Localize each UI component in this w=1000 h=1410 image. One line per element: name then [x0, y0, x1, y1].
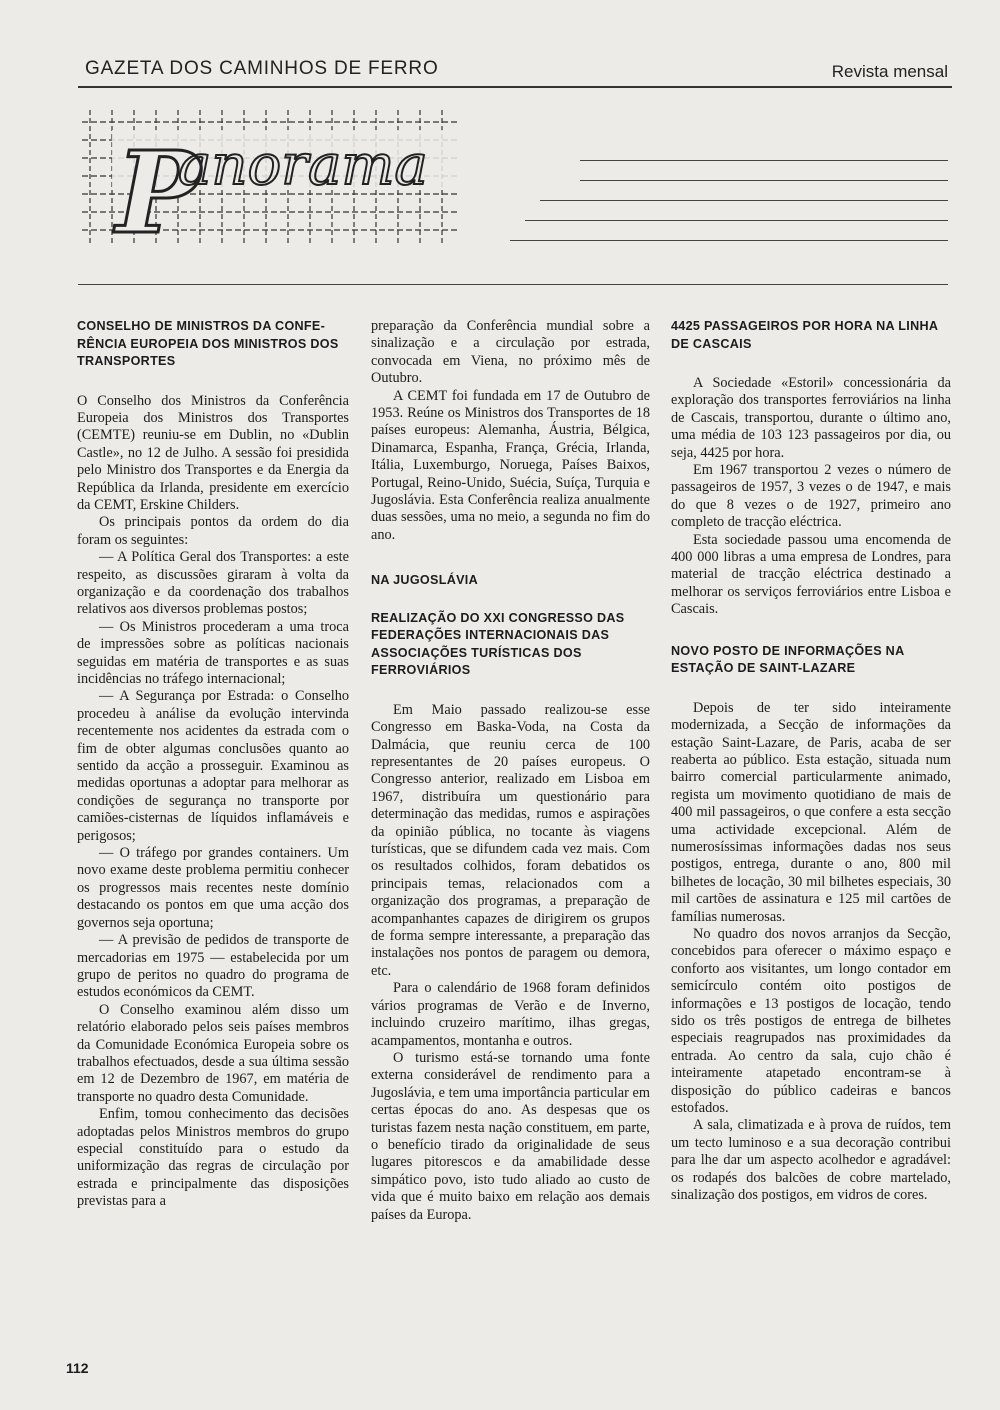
article-paragraph: — A Segurança por Estrada: o Conselho procedeu à análise da evolução intervinda recentemente nos acidentes da estrada com o fim de obter algumas conclusões quanto ao sentido da acção a prosseguir. Examinou as medidas oportunas a adoptar para melhorar as condições de segurança no transporte por camiões-cisternas de líquidos inflamáveis e perigosos;: [77, 688, 349, 844]
article-paragraph: Em Maio passado realizou-se esse Congresso em Baska-Voda, na Costa da Dalmácia, que reuniu cerca de 100 representantes de 20 países europeus. O Congresso anterior, realizado em Lisboa em 1967, distribuíra um questionário para determinação das medidas, rumos e aspirações da opinião pública, no tocante às viagens turísticas, que se difundem cada vez mais. Com os resultados colhidos, foram debatidos os principais temas, relacionados com a organização dos programas, a preparação de acompanhantes capazes de dirigirem os grupos de forma sempre interessante, a preparação das instalações nos pontos de paragem ou demora, etc.: [371, 701, 650, 979]
column-1: [77, 318, 349, 1211]
article-paragraph: — Os Ministros procederam a uma troca de impressões sobre as políticas nacionais seguidas em matéria de transportes e as suas incidências no tráfego internacional;: [77, 618, 349, 687]
article-paragraph: Enfim, tomou conhecimento das decisões adoptadas pelos Ministros membros do grupo especial constituído para o estudo da uniformização das regras de circulação por estrada e principalmente das disposições previstas para a: [77, 1106, 349, 1210]
section-divider: [78, 284, 948, 285]
decorative-lines: [510, 160, 948, 260]
article-paragraph: — A previsão de pedidos de transporte de mercadorias em 1975 — estabelecida por um grupo de peritos no quadro do programa de estudos económicos da CEMT.: [77, 932, 349, 1001]
article-paragraph: A CEMT foi fundada em 17 de Outubro de 1953. Reúne os Ministros dos Transportes de 18 países europeus: Alemanha, Áustria, Bélgica, Dinamarca, Espanha, França, Grécia, Irlanda, Itália, Luxemburgo, Noruega, Países Baixos, Portugal, Reino-Unido, Suécia, Suíça, Turquia e Jugoslávia. Esta Conferência realiza anualmente duas sessões, uma no meio, a segunda no fim do ano.: [371, 387, 650, 543]
article-paragraph: A Sociedade «Estoril» concessionária da exploração dos transportes ferroviários na linha de Cascais, transportou, durante o último ano, uma média de 103 123 passageiros por dia, ou seja, 4425 por hora.: [671, 375, 951, 461]
article-heading: REALIZAÇÃO DO XXI CONGRESSO DAS FEDERAÇÕES INTERNACIONAIS DAS ASSOCIAÇÕES TURÍSTICAS DOS FERROVIÁRIOS: [371, 610, 625, 678]
article-kicker: NA JUGOSLÁVIA: [371, 573, 478, 588]
svg-text:P: P: [116, 128, 201, 250]
article-paragraph: Para o calendário de 1968 foram definidos vários programas de Verão e de Inverno, incluindo cruzeiro marítimo, ilhas gregas, acampamentos, montanha e outros.: [371, 980, 650, 1049]
article-paragraph: preparação da Conferência mundial sobre a sinalização e a circulação por estrada, convocada em Viena, no próximo mês de Outubro.: [371, 318, 650, 387]
article-paragraph: O Conselho examinou além disso um relatório elaborado pelos seis países membros da Comunidade Económica Europeia sobre os trabalhos efectuados, desde a sua última sessão em 12 de Dezembro de 1967, em matéria de transporte no quadro desta Comunidade.: [77, 1001, 349, 1105]
header-divider: [78, 86, 952, 88]
page-number: 112: [66, 1360, 89, 1376]
article-paragraph: — A Política Geral dos Transportes: a este respeito, as discussões giraram à volta da organização e da coordenação dos trabalhos relativos aos diversos problemas postos;: [77, 549, 349, 618]
publication-periodicity: Revista mensal: [831, 62, 948, 81]
article-paragraph: Esta sociedade passou uma encomenda de 400 000 libras a uma empresa de Londres, para material de tracção eléctrica destinado a melhorar os serviços ferroviários entre Lisboa e Cascais.: [671, 531, 951, 618]
article-paragraph: Depois de ter sido inteiramente modernizada, a Secção de informações da estação Saint-Lazare, de Paris, acaba de ser reaberta ao público. Esta estação, situada num bairro comercial particularmente animado, regista um movimento quotidiano de mais de 400 mil passageiros, o que confere a esta secção uma actividade excepcional. Além de numerosíssimas informações dadas nos seus postigos, entrega, durante o ano, 800 mil bilhetes de locação, 30 mil bilhetes especiais, 30 mil cartões de assinatura e 125 mil cartões de famílias numerosas.: [671, 699, 951, 925]
panorama-masthead: [82, 110, 462, 250]
article-heading: NOVO POSTO DE INFORMAÇÕES NA ESTAÇÃO DE SAINT-LAZARE: [671, 643, 905, 676]
article-paragraph: Em 1967 transportou 2 vezes o número de passageiros de 1957, 3 vezes o de 1947, e mais do que 8 vezes o de 1927, primeiro ano completo de tracção eléctrica.: [671, 462, 951, 531]
publication-title: GAZETA DOS CAMINHOS DE FERRO: [85, 58, 439, 79]
article-paragraph: No quadro dos novos arranjos da Secção, concebidos para oferecer o máximo espaço e conforto aos visitantes, um longo contador em semicírculo contém oito postigos de informações e 13 postigos de locação, tendo sido os três postigos de entrega de bilhetes especiais reagrupados nas proximidades da entrada. Ao centro da sala, cujo chão é inteiramente atapetado encontram-se à disposição do público cadeiras e bancos estofados.: [671, 925, 951, 1117]
column-2: [371, 318, 650, 1224]
column-3: [671, 318, 951, 1204]
article-paragraph: O Conselho dos Ministros da Conferência Europeia dos Ministros dos Transportes (CEMTE) reuniu-se em Dublin, no «Dublin Castle», no 12 de Julho. A sessão foi presidida pelo Ministro dos Transportes e da Energia da República da Irlanda, presidente em exercício da CEMT, Erskine Childers.: [77, 392, 349, 513]
article-paragraph: Os principais pontos da ordem do dia foram os seguintes:: [77, 514, 349, 548]
svg-text:anorama: anorama: [178, 133, 428, 198]
article-paragraph: — O tráfego por grandes containers. Um novo exame deste problema permitiu conhecer os progressos mais recentes neste domínio destacando os pontos em que uma acção dos governos seja oportuna;: [77, 845, 349, 931]
article-heading: 4425 PASSAGEIROS POR HORA NA LINHA DE CASCAIS: [671, 319, 938, 351]
article-paragraph: A sala, climatizada e à prova de ruídos, tem um tecto luminoso e a sua decoração contribui para lhe dar um aspecto acolhedor e agradável: os rodapés dos balcões de cobre martelado, sinalização dos postigos, em vidros de cores.: [671, 1117, 951, 1204]
article-paragraph: O turismo está-se tornando uma fonte externa considerável de rendimento para a Jugoslávia, e tem uma importância particular em certas épocas do ano. As despesas que os turistas fazem nesta nação constituem, em parte, o benefício tirado da originalidade de seus lugares pitorescos e da amabilidade desse simpático povo, isto tudo aliado ao custo de vida que é muito baixo em relação aos demais países da Europa.: [371, 1049, 650, 1223]
panorama-grid-logo: [82, 110, 462, 250]
article-heading: CONSELHO DE MINISTROS DA CONFE-RÊNCIA EUROPEIA DOS MINISTROS DOS TRANSPORTES: [77, 319, 339, 368]
